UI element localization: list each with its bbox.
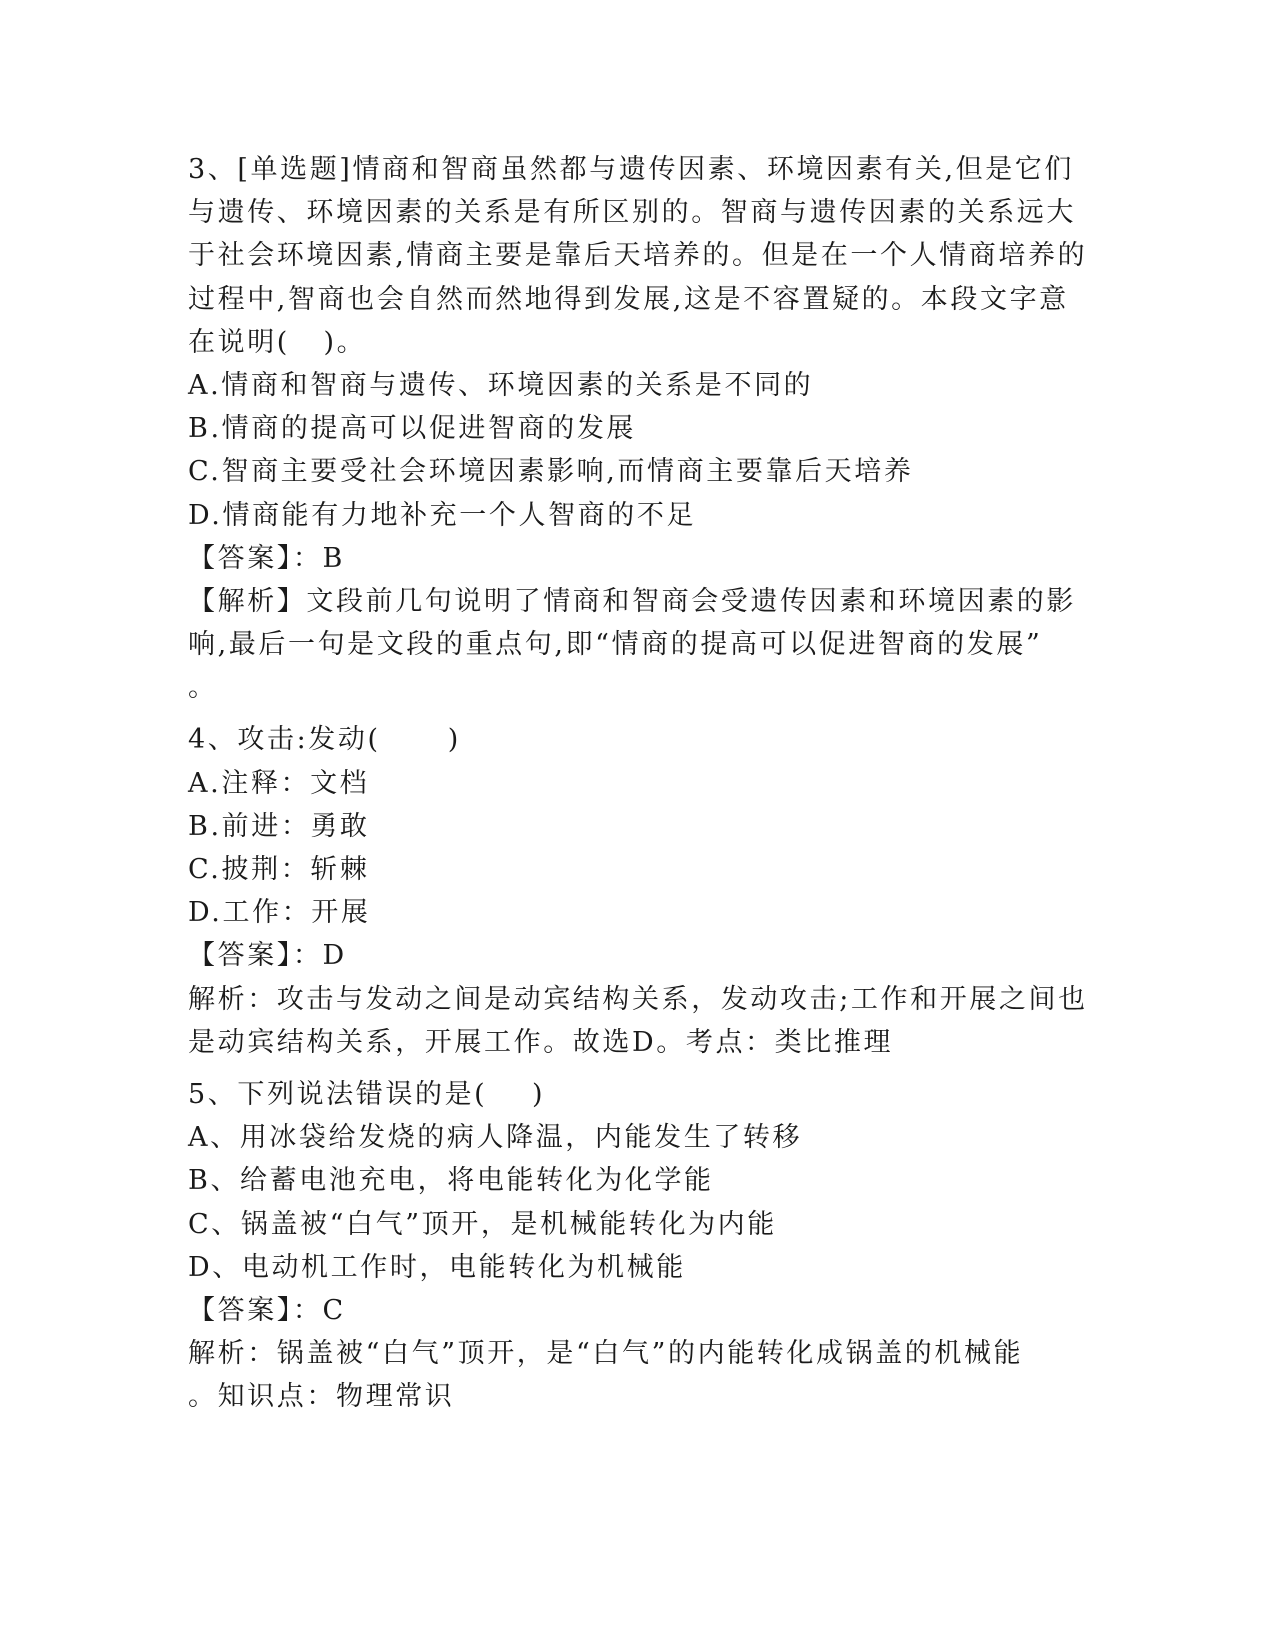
answer-line: 【答案】：B (188, 542, 345, 574)
spacer (188, 1064, 1088, 1073)
analysis-line: 响,最后一句是文段的重点句,即“情商的提高可以促进智商的发展” (188, 629, 1043, 661)
question-stem-line: 3、[单选题]情商和智商虽然都与遗传因素、环境因素有关,但是它们 (188, 154, 1075, 185)
question-5 (188, 1073, 1088, 1419)
option-d: D.情商能有力地补充一个人智商的不足 (188, 499, 697, 531)
question-4 (188, 718, 1088, 1064)
option-b: B、给蓄电池充电，将电能转化为化学能 (188, 1165, 714, 1197)
question-stem-line: 于社会环境因素,情商主要是靠后天培养的。但是在一个人情商培养的 (188, 240, 1088, 272)
spacer (188, 709, 1088, 718)
analysis-line: 。知识点：物理常识 (188, 1381, 455, 1413)
question-stem-line: 过程中,智商也会自然而然地得到发展,这是不容置疑的。本段文字意 (188, 283, 1069, 315)
option-a: A.情商和智商与遗传、环境因素的关系是不同的 (188, 369, 814, 401)
document-page (188, 148, 1088, 1418)
answer-line: 【答案】：C (188, 1294, 346, 1326)
question-stem-line: 4、攻击:发动( ) (188, 724, 461, 756)
analysis-line: 解析：攻击与发动之间是动宾结构关系，发动攻击;工作和开展之间也 (188, 983, 1088, 1015)
question-stem-line: 在说明( )。 (188, 326, 367, 358)
analysis-line: 。 (188, 672, 218, 704)
option-c: C.披荆：斩棘 (188, 854, 370, 885)
analysis-line: 【解析】文段前几句说明了情商和智商会受遗传因素和环境因素的影 (188, 585, 1076, 617)
option-c: C、锅盖被“白气”顶开，是机械能转化为内能 (188, 1208, 777, 1240)
option-d: D.工作：开展 (188, 897, 371, 929)
option-a: A.注释：文档 (188, 767, 370, 799)
analysis-line: 解析：锅盖被“白气”顶开，是“白气”的内能转化成锅盖的机械能 (188, 1338, 1024, 1370)
question-3 (188, 148, 1088, 709)
question-stem-line: 与遗传、环境因素的关系是有所区别的。智商与遗传因素的关系远大 (188, 197, 1076, 229)
option-d: D、电动机工作时，电能转化为机械能 (188, 1251, 686, 1283)
analysis-line: 是动宾结构关系，开展工作。故选D。考点：类比推理 (188, 1026, 894, 1058)
option-a: A、用冰袋给发烧的病人降温，内能发生了转移 (188, 1122, 803, 1154)
option-b: B.情商的提高可以促进智商的发展 (188, 413, 637, 445)
question-stem-line: 5、下列说法错误的是( ) (188, 1078, 546, 1110)
answer-line: 【答案】：D (188, 940, 347, 972)
option-b: B.前进：勇敢 (188, 810, 370, 842)
option-c: C.智商主要受社会环境因素影响,而情商主要靠后天培养 (188, 456, 914, 488)
